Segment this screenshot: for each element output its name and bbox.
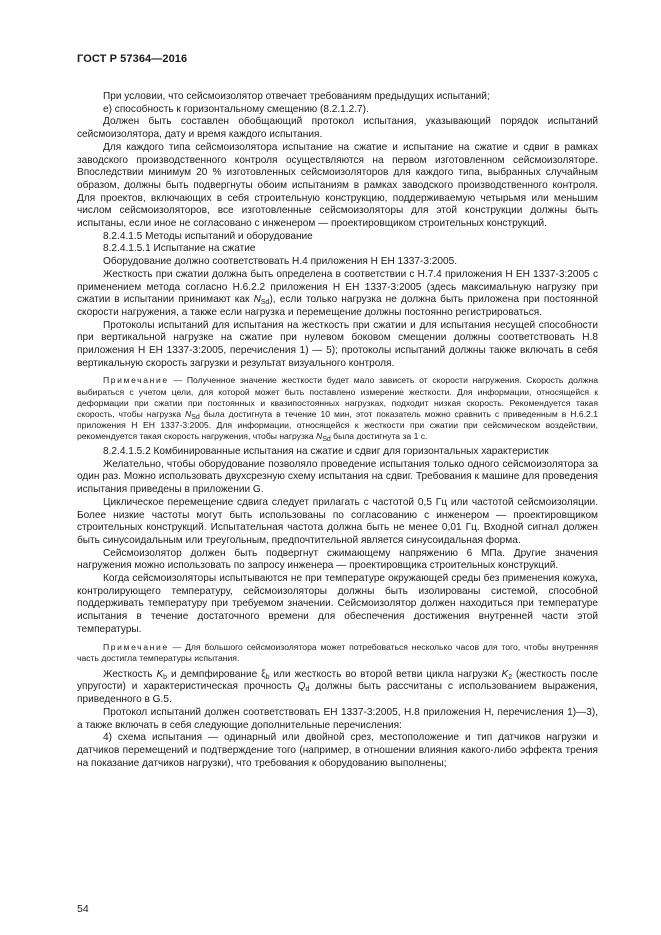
note: Примечание — Для большого сейсмоизолятора может потребоваться несколько часов для того, чтобы внутренняя часть достигла температуры испытания. xyxy=(77,641,598,663)
document-standard-code: ГОСТ Р 57364—2016 xyxy=(77,53,188,65)
paragraph: Жесткость при сжатии должна быть определена в соответствии с Н.7.4 приложения Н ЕН 1337-3:2005 с применением метода согласно Н.6.2.2 приложения Н ЕН 1337-3:2005 (здесь максимальную нагрузку при сжатии в испытании принимают как $N_{Sd}$), если только нагрузка не должна быть приложена при постоянной скорости нагружения, а также если нагрузка и перемещение должны постоянно регистрироваться. xyxy=(77,268,598,318)
paragraph: Когда сейсмоизоляторы испытываются не при температуре окружающей среды без применения кожуха, контролирующего температуру, сейсмоизоляторы должны быть изолированы системой, способной поддерживать температуру при требуемом значении. Сейсмоизолятор должен находиться при температуре испытания в течение достаточного времени для обеспечения достижения внутренней части этой температуры. xyxy=(77,573,598,635)
paragraph: Желательно, чтобы оборудование позволяло проведение испытания только одного сейсмоизолятора за один раз. Можно использовать двухсрезную схему испытания на сдвиг. Требования к машине для проведения испытания приведены в приложении G. xyxy=(77,458,598,496)
note-label: Примечание xyxy=(103,375,169,386)
list-item-e: е) способность к горизонтальному смещению (8.2.1.2.7). xyxy=(103,103,369,115)
paragraph: При условии, что сейсмоизолятор отвечает требованиям предыдущих испытаний; xyxy=(103,91,490,102)
note-label: Примечание xyxy=(103,641,169,652)
note: Примечание — Полученное значение жесткости будет мало зависеть от скорости нагружения. Скорость должна выбираться с учетом цели, для которой может быть поставлено измерение жесткости. Для информации, относящейся к деформации при сжатии при постоянных и квазипостоянных нагрузках, подходит низкая скорость. Рекомендуется такая скорость, чтобы нагрузка $N_{Sd}$ была достигнута в течение 10 мин, этот показатель можно сравнить с приведенным в Н.6.2.1 приложения Н ЕН 1337-3:2005. Для информации, относящейся к жесткости при сжатии при сейсмическом воздействии, рекомендуется такая скорость нагружения, чтобы нагрузка $N_{Sd}$ была достигнута за 1 с. xyxy=(77,375,598,443)
paragraph: Протоколы испытаний для испытания на жесткость при сжатии и для испытания несущей способности при вертикальной нагрузке на сжатие при нулевом боковом смещении должны соответствовать Н.8 приложения Н ЕН 1337-3:2005, перечисления 1) — 5); протоколы испытаний должны также включать в себя вертикальную скорость загрузки и результат визуального контроля. xyxy=(77,319,598,369)
paragraph: Должен быть составлен обобщающий протокол испытания, указывающий порядок испытаний сейсмоизолятора, дату и время каждого испытания. xyxy=(77,116,598,141)
list-item-4: 4) схема испытания — одинарный или двойной срез, местоположение и тип датчиков нагрузки и датчиков перемещений и подтверждение того (например, в отношении влияния какого-либо эффекта трения на показание датчиков нагрузки), что требования к оборудованию выполнены; xyxy=(77,732,598,769)
section-heading-8-2-4-1-5: 8.2.4.1.5 Методы испытаний и оборудование xyxy=(103,230,313,242)
paragraph: Протокол испытаний должен соответствовать ЕН 1337-3:2005, Н.8 приложения Н, перечисления 1)—3), а также включать в себя следующие дополнительные перечисления: xyxy=(77,706,598,731)
paragraph: Оборудование должно соответствовать Н.4 приложения Н ЕН 1337-3:2005. xyxy=(103,256,458,268)
paragraph: Циклическое перемещение сдвига следует прилагать с частотой 0,5 Гц или частотой сейсмоизоляции. Более низкие частоты могут быть использованы по согласованию с инженером — проектировщиком строительных конструкций. Испытательная частота должна быть не менее 0,01 Гц. Входной сигнал должен быть синусоидальным или треугольным, предпочтительной является синусоидальная форма. xyxy=(77,496,598,546)
document-body xyxy=(77,91,598,770)
paragraph: Жесткость $K_b$ и демпфирование $\xi_b$ или жесткость во второй ветви цикла нагрузки $K_2$ (жесткость после упругости) и характеристическая прочность $Q_d$ должны быть рассчитаны с использованием выражения, приведенного в G.5. xyxy=(77,668,599,706)
section-heading-8-2-4-1-5-1: 8.2.4.1.5.1 Испытание на сжатие xyxy=(103,243,256,255)
paragraph: Для каждого типа сейсмоизолятора испытание на сжатие и испытание на сжатие и сдвиг в рамках заводского производственного контроля осуществляются на первом изготовленном сейсмоизоляторе. Впоследствии минимум 20 % изготовленных сейсмоизоляторов для каждого типа, выбранных случайным образом, должны быть подвергнуты обоим испытаниям в рамках заводского производственного контроля. Для проектов, включающих в себя строительную конструкцию, поддерживаемую четырьмя или меньшим числом сейсмоизоляторов, все изготовленные сейсмоизоляторы для этой конструкции должны быть испытаны, если иное не согласовано с инженером — проектировщиком строительных конструкций. xyxy=(77,141,598,230)
paragraph: Сейсмоизолятор должен быть подвергнут сжимающему напряжению 6 МПа. Другие значения нагружения можно использовать по запросу инженера — проектировщика строительных конструкций. xyxy=(77,547,598,572)
section-heading-8-2-4-1-5-2: 8.2.4.1.5.2 Комбинированные испытания на сжатие и сдвиг для горизонтальных характеристик xyxy=(103,446,549,458)
page-number: 54 xyxy=(77,903,89,915)
